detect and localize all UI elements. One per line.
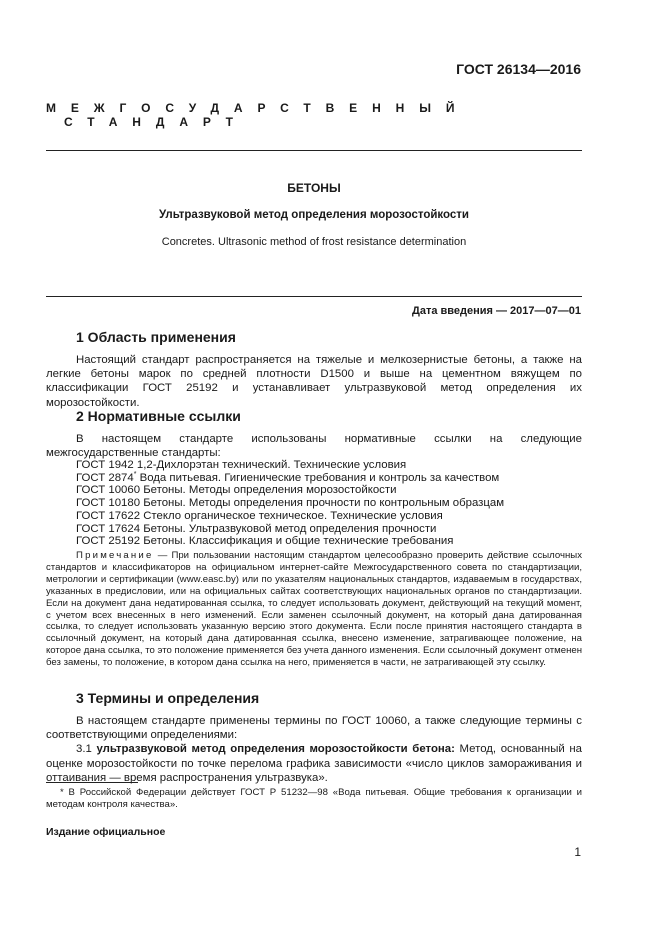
reference-text: ГОСТ 25192 Бетоны. Классификация и общие технические требования [76, 535, 454, 548]
paragraph: В настоящем стандарте использованы нормативные ссылки на следующие межгосударственные стандарты: [46, 433, 582, 460]
section-2-heading: 2 Нормативные ссылки [76, 408, 241, 424]
interstate-standard-caption [46, 101, 661, 129]
document-subtitle: Ультразвуковой метод определения морозостойкости [158, 209, 469, 221]
note-text: — При пользовании настоящим стандартом целесообразно проверить действие ссылочных стандартов и классификаторов на официальном интернет-сайте Межгосударственного совета по стандартизации, метрологии и сертификации (www.easc.by) или по указателям национальных стандартов, издаваемым в государствах, указанных в предисловии, или на официальных сайтах соответствующих национальных органов по стандартизации. Если на документ дана недатированная ссылка, то следует использовать документ, действующий на текущий момент, с учетом всех внесенных в него изменений. Если заменен ссылочный документ, на который дана датированная ссылка, то следует использовать указанную версию этого документа. Если после принятия настоящего стандарта в ссылочный документ, на который дана датированная ссылка, внесено изменение, затрагивающее положение, на которое дана ссылка, то это положение применяется без учета данного изменения. Если ссылочный документ отменен без замены, то положение, в котором дана ссылка на него, применяется в части, не затрагивающей эту ссылку. [46, 550, 582, 669]
edition-label: Издание официальное [46, 826, 166, 838]
list-item [76, 484, 582, 497]
section-2-intro [46, 432, 582, 460]
interstate-word: МЕЖГОСУДАРСТВЕННЫЙ [46, 101, 470, 115]
paragraph: В настоящем стандарте применены термины по ГОСТ 10060, а также следующие термины с соответствующими определениями: [46, 715, 582, 742]
page-number: 1 [574, 845, 581, 859]
note-block [46, 550, 582, 669]
term: ультразвуковой метод определения морозостойкости бетона: [96, 743, 455, 756]
section-3-heading: 3 Термины и определения [76, 690, 260, 706]
introduction-date: Дата введения — 2017—07—01 [412, 305, 581, 317]
section-1-text [46, 353, 582, 410]
footnote-marker: * [133, 470, 137, 478]
list-item [76, 459, 582, 472]
term-number: 3.1 [76, 743, 92, 756]
section-3-body [46, 714, 582, 785]
section-1-heading: 1 Область применения [76, 329, 236, 345]
term-definition [46, 742, 582, 785]
english-title: Concretes. Ultrasonic method of frost resistance determination [161, 236, 467, 248]
footnote-rule [46, 782, 138, 783]
paragraph: Настоящий стандарт распространяется на тяжелые и мелкозернистые бетоны, а также на легкие бетоны марок по средней плотности D1500 и выше на цементном вяжущем по классификации ГОСТ 25192 и устанавливает ультразвуковой метод определения их морозостойкости. [46, 354, 582, 409]
references-list [76, 459, 582, 548]
reference-text: ГОСТ 10060 Бетоны. Методы определения морозостойкости [76, 484, 397, 497]
header-rule [46, 150, 582, 151]
document-number: ГОСТ 26134—2016 [456, 61, 581, 77]
list-item [76, 510, 582, 523]
note-label: Примечание [76, 550, 154, 561]
reference-text: ГОСТ 2874 [76, 471, 134, 484]
standard-word: СТАНДАРТ [64, 115, 248, 129]
list-item [76, 523, 582, 536]
document-title: БЕТОНЫ [287, 181, 341, 195]
reference-text: ГОСТ 1942 1,2-Дихлорэтан технический. Технические условия [76, 459, 407, 471]
list-item [76, 497, 582, 510]
reference-text: Вода питьевая. Гигиенические требования и контроль за качеством [136, 471, 500, 484]
definition: Метод, основанный на оценке морозостойкости по точке перелома графика зависимости «число циклов замораживания и оттаивания — время распространения ультразвука». [46, 743, 582, 784]
title-rule [46, 296, 582, 297]
reference-text: ГОСТ 17622 Стекло органическое техническое. Технические условия [76, 509, 443, 522]
footnote-text: * В Российской Федерации действует ГОСТ Р 51232—98 «Вода питьевая. Общие требования к организации и методам контроля качества». [46, 787, 582, 811]
list-item [76, 535, 582, 548]
footnote [46, 787, 582, 812]
reference-text: ГОСТ 17624 Бетоны. Ультразвуковой метод определения прочности [76, 522, 437, 535]
list-item [76, 472, 582, 485]
reference-text: ГОСТ 10180 Бетоны. Методы определения прочности по контрольным образцам [76, 497, 505, 510]
